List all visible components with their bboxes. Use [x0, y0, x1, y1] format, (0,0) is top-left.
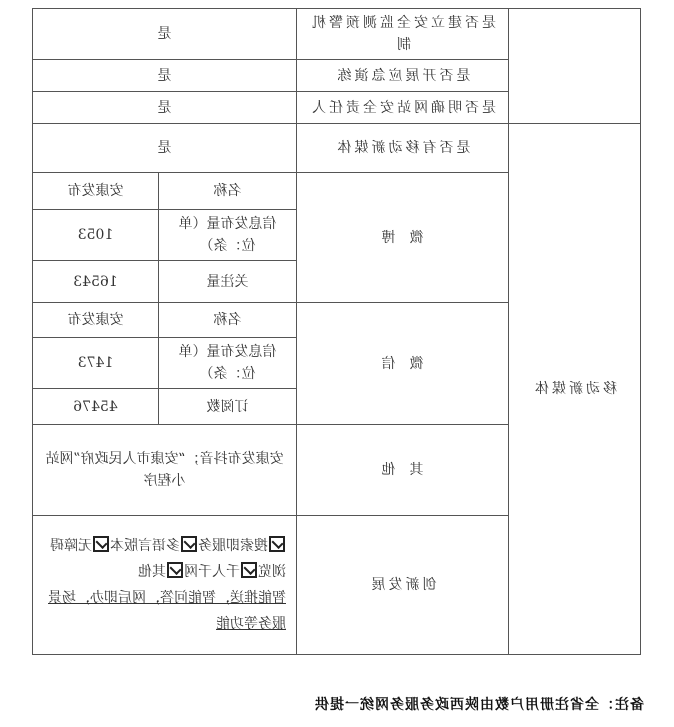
weibo-name-value: 安康发布 — [33, 173, 159, 210]
wechat-sub-label: 订阅数 — [159, 389, 297, 425]
innovation-other-text: 智能推送，智能问答，网后即办，场景服务等功能 — [48, 590, 286, 632]
footnote: 备注：全省注册用户数由陕西政务服务网统一提供 — [314, 697, 644, 713]
checked-box-icon — [167, 562, 183, 578]
weibo-count-label: 信息发布量（单位：条） — [159, 210, 297, 261]
section-mobile-media: 移动新媒体 — [509, 124, 641, 655]
innovation-option-multilang[interactable]: 多语言版本 — [110, 538, 198, 554]
innovation-option-personal[interactable]: 千人千网 — [184, 564, 258, 580]
warning-value: 是 — [33, 9, 297, 60]
checked-box-icon — [181, 536, 197, 552]
innovation-option-other[interactable]: 其他 — [138, 564, 184, 580]
blank-cell — [509, 9, 641, 124]
website-security-table — [32, 8, 641, 655]
wechat-name-label: 名称 — [159, 303, 297, 338]
weibo-label: 微 博 — [297, 173, 509, 303]
weibo-name-label: 名称 — [159, 173, 297, 210]
innovation-label: 创新发展 — [297, 516, 509, 655]
wechat-count-label: 信息发布量（单位：条） — [159, 338, 297, 389]
checked-box-icon — [269, 536, 285, 552]
owner-label: 是否明确网站安全责任人 — [297, 92, 509, 124]
drill-value: 是 — [33, 60, 297, 92]
other-value: 安康发布抖音；“安康市人民政府”网站小程序 — [33, 425, 297, 516]
innovation-option-search[interactable]: 搜索即服务 — [198, 538, 286, 554]
innovation-options — [33, 516, 297, 655]
newmedia-value: 是 — [33, 124, 297, 173]
weibo-count-value: 1053 — [33, 210, 159, 261]
checked-box-icon — [241, 562, 257, 578]
weibo-follow-value: 16543 — [33, 261, 159, 303]
newmedia-label: 是否有移动新媒体 — [297, 124, 509, 173]
owner-value: 是 — [33, 92, 297, 124]
warning-label: 是否建立安全监测预警机制 — [297, 9, 509, 60]
wechat-count-value: 1473 — [33, 338, 159, 389]
other-label: 其 他 — [297, 425, 509, 516]
innovation-option-accessibility[interactable]: 无障碍浏览 — [50, 538, 286, 580]
wechat-label: 微 信 — [297, 303, 509, 425]
drill-label: 是否开展应急演练 — [297, 60, 509, 92]
weibo-follow-label: 关注量 — [159, 261, 297, 303]
wechat-name-value: 安康发布 — [33, 303, 159, 338]
checked-box-icon — [93, 536, 109, 552]
wechat-sub-value: 45476 — [33, 389, 159, 425]
